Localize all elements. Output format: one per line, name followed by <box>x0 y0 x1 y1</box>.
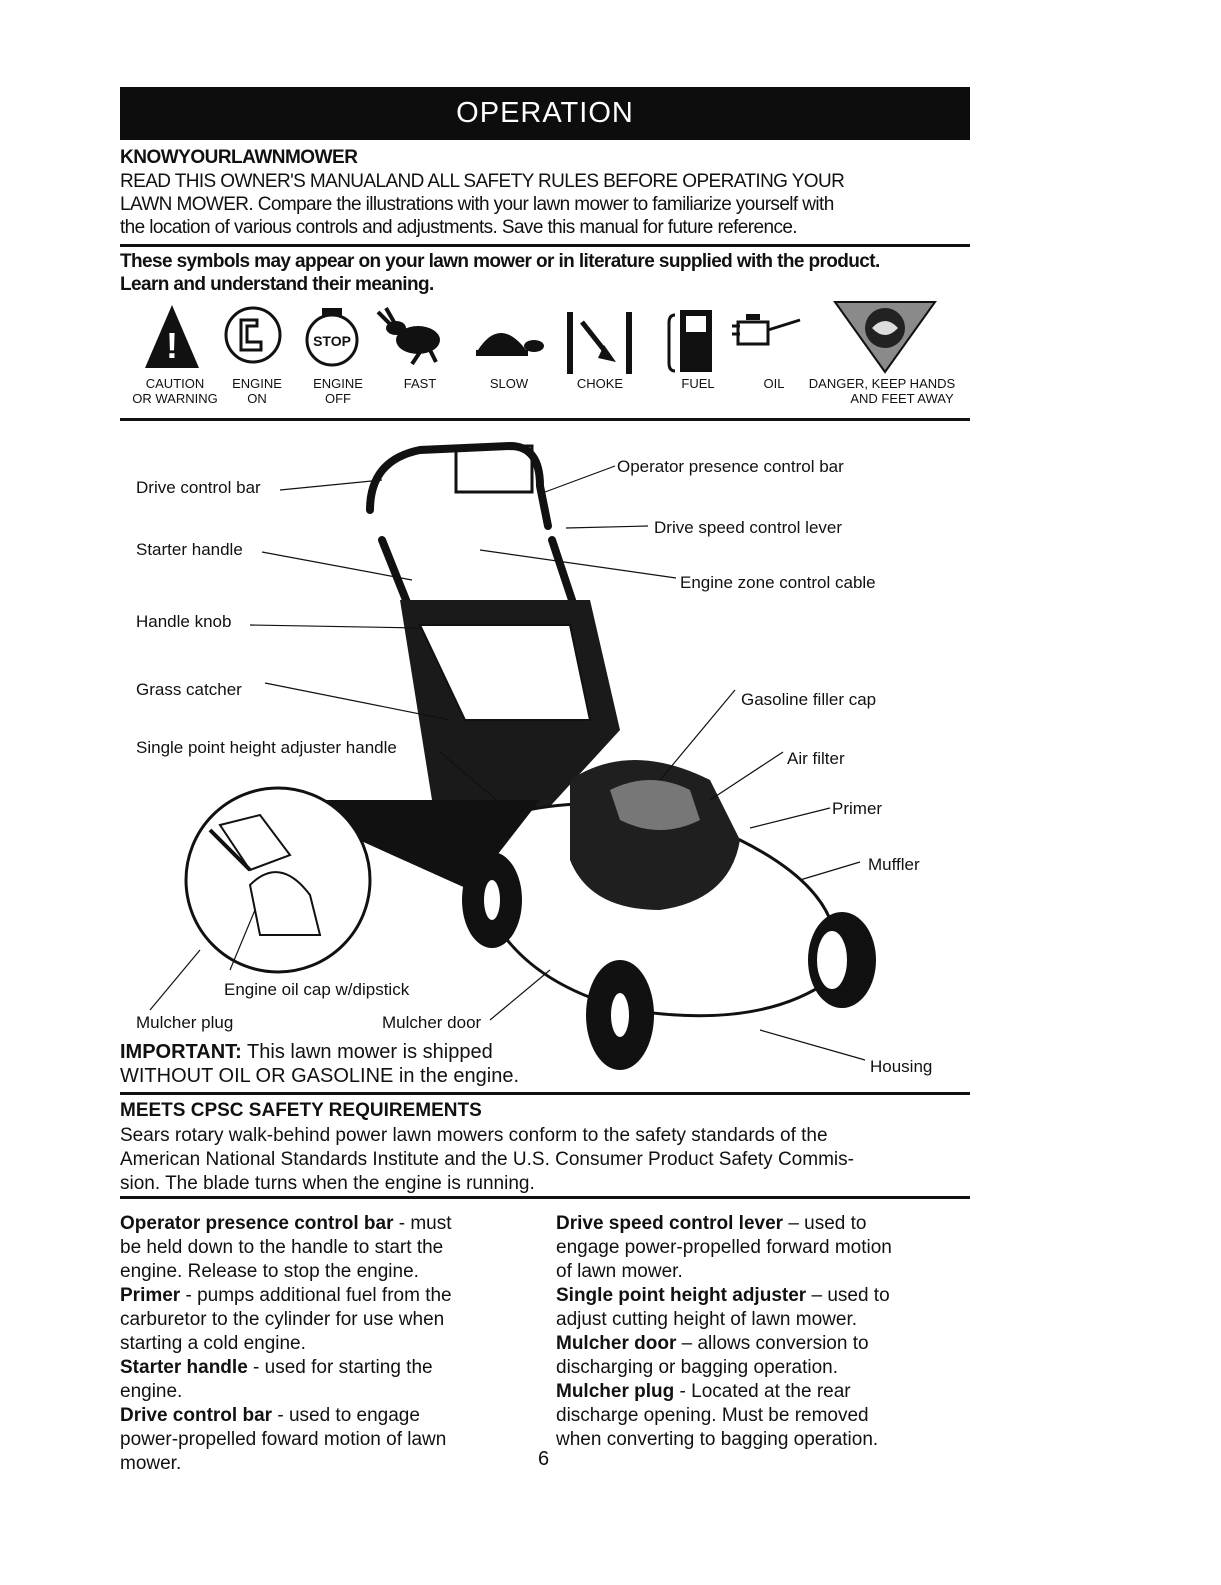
symbol-label-fast: FAST <box>403 376 437 391</box>
divider <box>120 244 970 247</box>
callout-air-filter: Air filter <box>787 749 845 768</box>
cpsc-paragraph: Sears rotary walk-behind power lawn mowers conform to the safety standards of the American National Standards Institute and the U.S. Consumer Product Safety Commis- sion. The blade turns when the engine is running. <box>120 1125 854 1194</box>
know-heading: KNOWYOURLAWNMOWER <box>120 147 358 168</box>
symbol-label-slow: SLOW <box>489 376 529 391</box>
symbols-intro <box>120 250 980 296</box>
callout-gas-cap: Gasoline filler cap <box>741 690 877 709</box>
callout-primer: Primer <box>832 799 883 818</box>
definition-primer: Primer - pumps additional fuel from the carburetor to the cylinder for use when starting a cold engine. <box>120 1285 452 1354</box>
definition-mulcher-plug: Mulcher plug - Located at the rear discharge opening. Must be removed when converting to bagging operation. <box>556 1381 879 1450</box>
callout-handle-knob: Handle knob <box>136 612 232 631</box>
fuel-icon <box>669 310 712 372</box>
oil-can-icon <box>732 314 800 344</box>
important-label: IMPORTANT: <box>120 1041 242 1063</box>
engine-on-icon <box>226 308 280 362</box>
choke-icon <box>567 312 632 374</box>
definition-drive-control-bar: Drive control bar - used to engage power-propelled foward motion of lawn mower. <box>120 1405 447 1474</box>
callout-height-adjuster: Single point height adjuster handle <box>136 738 397 757</box>
callout-oil-cap: Engine oil cap w/dipstick <box>224 980 410 999</box>
definition-starter-handle: Starter handle - used for starting the engine. <box>120 1357 433 1402</box>
engine-off-icon <box>307 308 357 365</box>
symbol-label-choke: CHOKE <box>576 376 624 391</box>
callout-mulcher-door: Mulcher door <box>382 1013 482 1032</box>
section-header <box>120 87 970 140</box>
important-note: IMPORTANT: This lawn mower is shipped WITHOUT OIL OR GASOLINE in the engine. <box>120 1041 520 1087</box>
symbol-label-fuel: FUEL <box>681 376 715 391</box>
divider <box>120 1092 970 1095</box>
svg-text:!: ! <box>166 325 178 366</box>
callout-engine-zone: Engine zone control cable <box>680 573 876 592</box>
fast-rabbit-icon <box>378 308 440 364</box>
callout-operator-presence: Operator presence control bar <box>617 457 844 476</box>
divider <box>120 1196 970 1199</box>
definitions-right-column <box>556 1212 976 1452</box>
definition-operator-presence: Operator presence control bar - must be held down to the handle to start the engine. Release to stop the engine. <box>120 1213 452 1282</box>
callout-starter-handle: Starter handle <box>136 540 243 559</box>
intro-line-2: LAWN MOWER. Compare the illustrations with your lawn mower to familiarize yourself with <box>120 194 834 215</box>
page-number: 6 <box>538 1448 550 1470</box>
symbol-label-engine-on: ENGINE ON <box>232 376 282 406</box>
intro-line-3: the location of various controls and adjustments. Save this manual for future reference. <box>120 217 797 238</box>
symbol-icons-row <box>120 300 980 380</box>
intro-line-1: READ THIS OWNER'S MANUALAND ALL SAFETY RULES BEFORE OPERATING YOUR <box>120 171 845 192</box>
definition-mulcher-door: Mulcher door – allows conversion to discharging or bagging operation. <box>556 1333 869 1378</box>
intro-paragraph <box>120 170 980 239</box>
operator-presence-bar <box>456 446 532 492</box>
callout-mulcher-plug: Mulcher plug <box>136 1013 234 1032</box>
callout-drive-speed: Drive speed control lever <box>654 518 843 537</box>
symbol-label-oil: OIL <box>763 376 785 391</box>
definition-height-adjuster: Single point height adjuster – used to adjust cutting height of lawn mower. <box>556 1285 890 1330</box>
definitions-left-column <box>120 1212 540 1476</box>
symbol-label-danger: DANGER, KEEP HANDS AND FEET AWAY <box>808 376 956 406</box>
symbol-label-caution: CAUTION OR WARNING <box>132 376 218 406</box>
front-wheel-left <box>586 960 654 1070</box>
symbols-intro-line-2: Learn and understand their meaning. <box>120 274 434 295</box>
symbol-label-engine-off: ENGINE OFF <box>313 376 363 406</box>
danger-hand-icon <box>835 302 935 372</box>
callout-muffler: Muffler <box>868 855 920 874</box>
slow-turtle-icon <box>476 333 544 356</box>
divider <box>120 418 970 421</box>
symbols-intro-line-1: These symbols may appear on your lawn mower or in literature supplied with the product. <box>120 251 880 272</box>
callout-housing: Housing <box>870 1057 933 1076</box>
front-wheel-right <box>808 912 876 1008</box>
svg-text:STOP: STOP <box>313 333 351 349</box>
callout-grass-catcher: Grass catcher <box>136 680 242 699</box>
cpsc-heading: MEETS CPSC SAFETY REQUIREMENTS <box>120 1100 482 1121</box>
definition-drive-speed: Drive speed control lever – used to engage power-propelled forward motion of lawn mower. <box>556 1213 892 1282</box>
callout-drive-control-bar: Drive control bar <box>136 478 261 497</box>
section-title: OPERATION <box>456 97 634 129</box>
caution-icon <box>145 305 199 368</box>
